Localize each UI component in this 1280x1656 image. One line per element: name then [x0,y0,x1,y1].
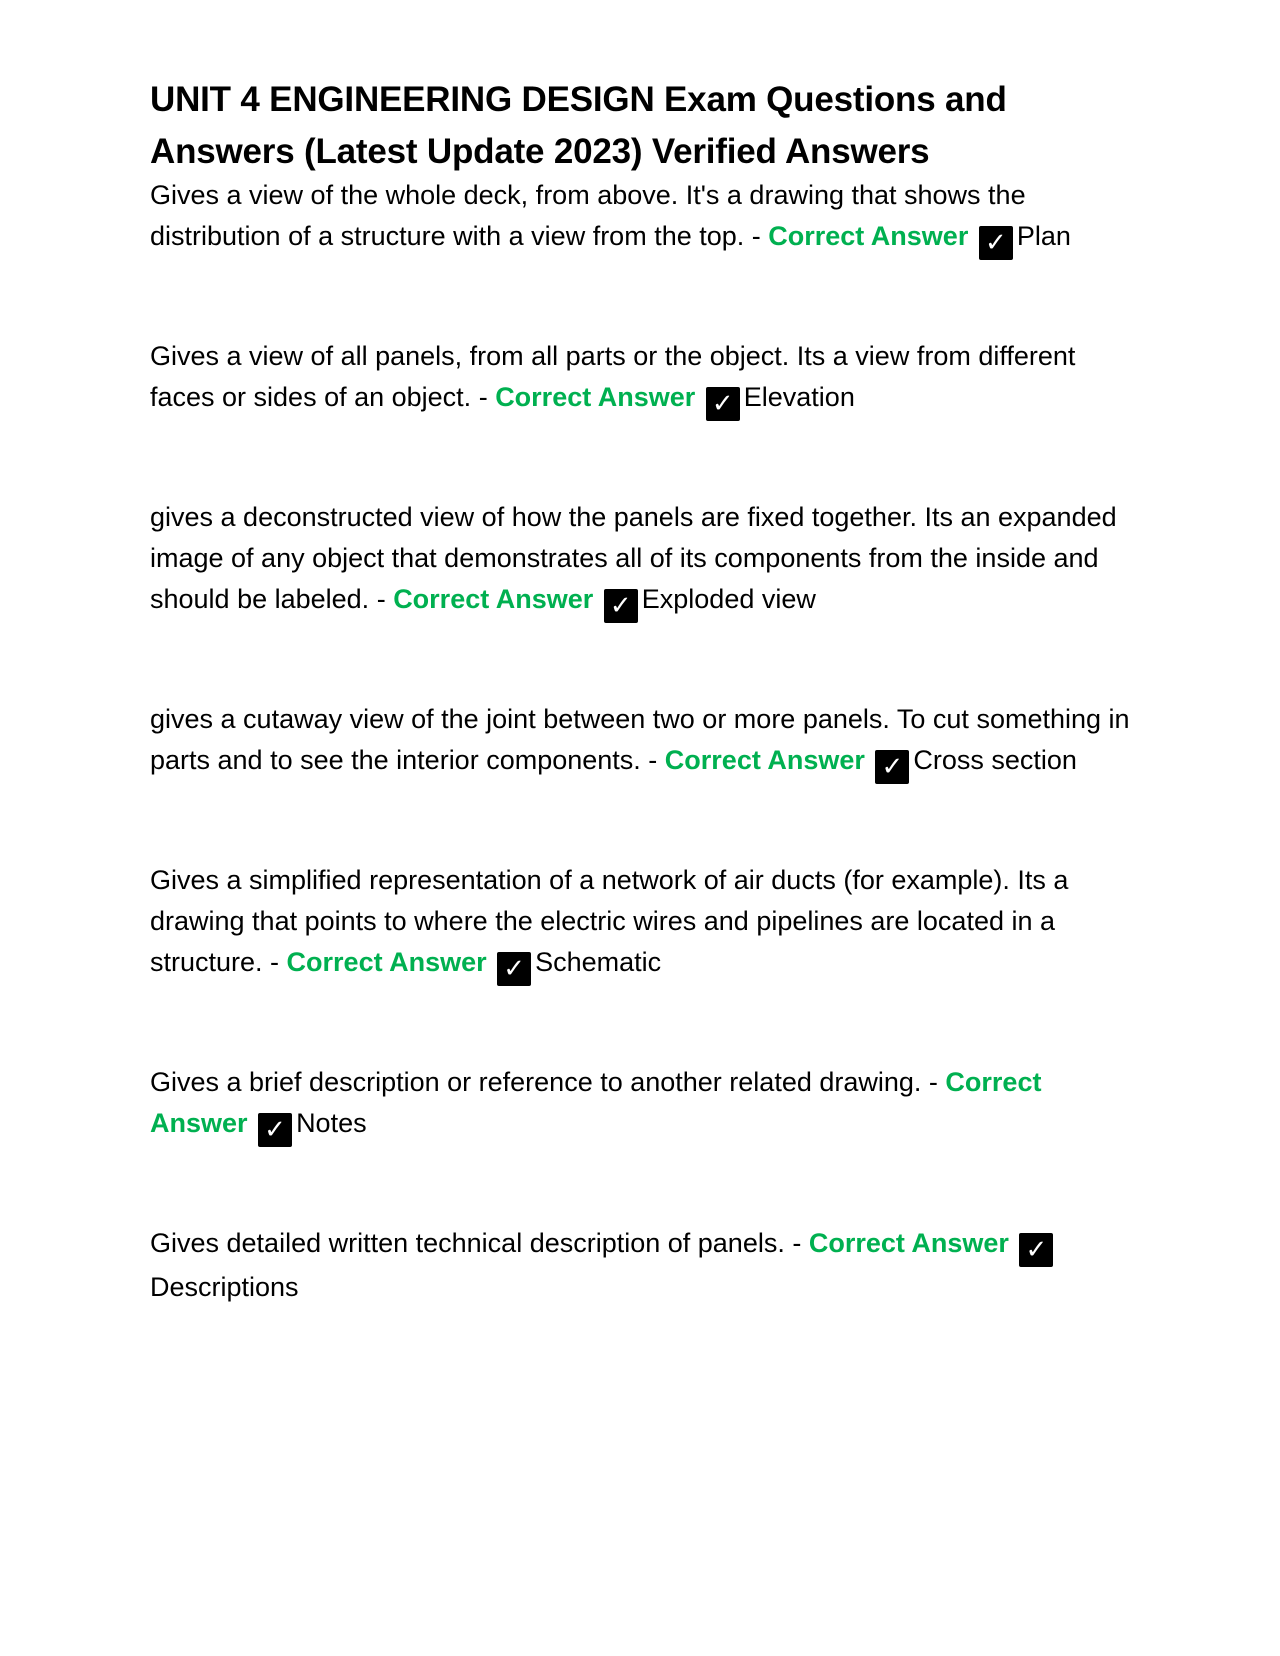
separator: - [471,382,496,412]
separator: - [784,1228,809,1258]
qa-item [150,497,1140,623]
checkmark-icon: ✓ [1019,1233,1053,1267]
checkmark-icon: ✓ [875,750,909,784]
qa-item [150,175,1140,260]
qa-item [150,699,1140,784]
separator: - [744,221,769,251]
answer-text: Plan [1016,221,1071,251]
answer-text: Exploded view [641,584,816,614]
correct-answer-label: Correct Answer [286,947,487,977]
document-title: UNIT 4 ENGINEERING DESIGN Exam Questions and Answers (Latest Update 2023) Verified Answers [150,80,1007,171]
question-text: gives a cutaway view of the joint between two or more panels. To cut something in parts and to see the interior components. [150,704,1130,775]
answer-text: Notes [296,1108,367,1138]
document-page [150,74,1140,1308]
correct-answer-label: Correct Answer [664,745,865,775]
checkmark-icon: ✓ [497,952,531,986]
correct-answer-label: Correct Answer [808,1228,1009,1258]
qa-item [150,1062,1140,1147]
correct-answer-label: Correct Answer [768,221,969,251]
correct-answer-label: Correct Answer [495,382,696,412]
answer-text: Descriptions [150,1272,299,1302]
checkmark-icon: ✓ [979,226,1013,260]
qa-item [150,1223,1140,1308]
answer-text: Elevation [743,382,855,412]
checkmark-icon: ✓ [604,589,638,623]
checkmark-icon: ✓ [258,1113,292,1147]
correct-answer-label: Correct Answer [393,584,594,614]
separator: - [921,1067,946,1097]
question-text: Gives a view of the whole deck, from above. It's a drawing that shows the distribution of a structure with a view from the top. [150,180,1026,251]
answer-text: Schematic [535,947,662,977]
separator: - [640,745,665,775]
separator: - [262,947,287,977]
question-text: Gives detailed written technical description of panels. [150,1228,785,1258]
qa-item [150,860,1140,986]
checkmark-icon: ✓ [706,387,740,421]
separator: - [369,584,394,614]
question-text: Gives a simplified representation of a network of air ducts (for example). Its a drawing that points to where the electric wires and pipelines are located in a structure. [150,865,1069,977]
answer-text: Cross section [913,745,1077,775]
question-text: Gives a brief description or reference to another related drawing. [150,1067,922,1097]
qa-item [150,336,1140,421]
question-text: Gives a view of all panels, from all parts or the object. Its a view from different faces or sides of an object. [150,341,1076,412]
question-text: gives a deconstructed view of how the panels are fixed together. Its an expanded image of any object that demonstrates all of its components from the inside and should be labeled. [150,502,1117,614]
correct-answer-label: Correct Answer [150,1067,1042,1138]
